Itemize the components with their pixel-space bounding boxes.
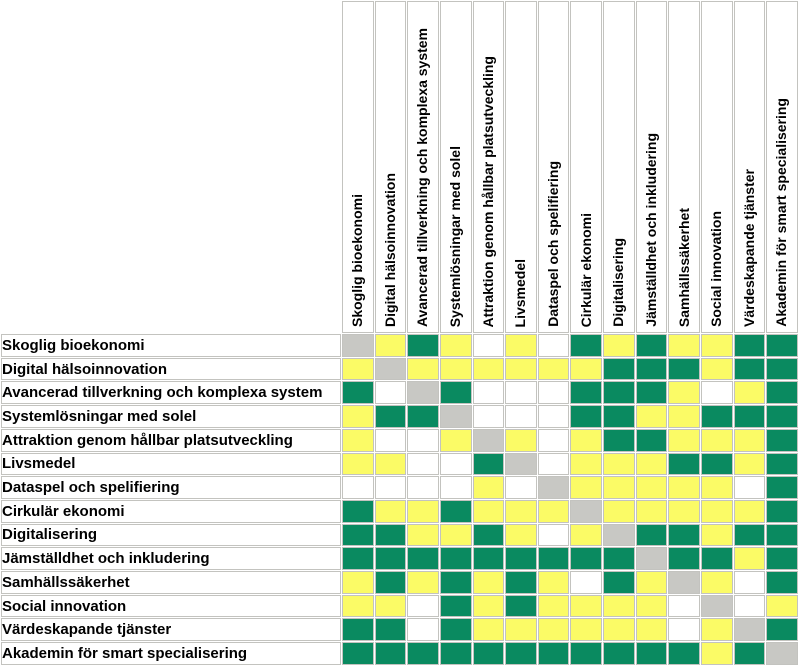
- matrix-cell: [342, 500, 374, 523]
- matrix-cell: [407, 381, 439, 404]
- matrix-cell: [407, 524, 439, 547]
- matrix-cell: [440, 381, 472, 404]
- matrix-cell: [473, 381, 505, 404]
- matrix-cell: [505, 595, 537, 618]
- matrix-cell: [538, 618, 570, 641]
- matrix-cell: [342, 547, 374, 570]
- matrix-cell: [375, 476, 407, 499]
- matrix-cell: [766, 476, 798, 499]
- col-header: [375, 1, 407, 333]
- matrix-cell: [538, 500, 570, 523]
- matrix-cell: [473, 642, 505, 665]
- matrix-cell: [538, 453, 570, 476]
- col-header-label: Samhällssäkerhet: [675, 207, 692, 327]
- matrix-cell: [375, 405, 407, 428]
- matrix-cell: [505, 476, 537, 499]
- matrix-cell: [701, 618, 733, 641]
- matrix-cell: [766, 381, 798, 404]
- matrix-cell: [473, 500, 505, 523]
- matrix-cell: [734, 642, 766, 665]
- matrix-cell: [505, 571, 537, 594]
- matrix-row: [1, 595, 798, 618]
- matrix-cell: [342, 524, 374, 547]
- matrix-cell: [603, 500, 635, 523]
- matrix-cell: [734, 453, 766, 476]
- col-header: [473, 1, 505, 333]
- matrix-cell: [701, 429, 733, 452]
- matrix-cell: [734, 500, 766, 523]
- matrix-cell: [603, 429, 635, 452]
- matrix-cell: [407, 476, 439, 499]
- matrix-cell: [636, 381, 668, 404]
- matrix-cell: [603, 618, 635, 641]
- col-header-label: Dataspel och spelifiering: [544, 161, 561, 327]
- matrix-cell: [440, 453, 472, 476]
- col-header: [603, 1, 635, 333]
- matrix-cell: [701, 547, 733, 570]
- col-header: [668, 1, 700, 333]
- matrix-cell: [701, 524, 733, 547]
- matrix-cell: [440, 358, 472, 381]
- row-label: Cirkulär ekonomi: [1, 500, 341, 523]
- matrix-cell: [505, 453, 537, 476]
- matrix-cell: [701, 571, 733, 594]
- matrix-cell: [734, 595, 766, 618]
- matrix-cell: [440, 595, 472, 618]
- matrix-cell: [505, 524, 537, 547]
- matrix-cell: [505, 429, 537, 452]
- matrix-cell: [668, 571, 700, 594]
- matrix-cell: [375, 547, 407, 570]
- matrix-cell: [636, 524, 668, 547]
- matrix-cell: [766, 524, 798, 547]
- matrix-cell: [440, 571, 472, 594]
- matrix-cell: [407, 429, 439, 452]
- matrix-cell: [440, 476, 472, 499]
- matrix-cell: [668, 429, 700, 452]
- row-label: Livsmedel: [1, 453, 341, 476]
- matrix-cell: [342, 476, 374, 499]
- matrix-cell: [603, 642, 635, 665]
- matrix-cell: [375, 618, 407, 641]
- matrix-cell: [342, 642, 374, 665]
- matrix-cell: [407, 595, 439, 618]
- col-header-label: Systemlösningar med solel: [447, 145, 464, 327]
- matrix-cell: [701, 381, 733, 404]
- matrix-cell: [668, 381, 700, 404]
- matrix-cell: [375, 642, 407, 665]
- col-header-label: Social innovation: [708, 211, 725, 327]
- matrix-cell: [668, 642, 700, 665]
- matrix-cell: [668, 405, 700, 428]
- row-label: Värdeskapande tjänster: [1, 618, 341, 641]
- matrix-cell: [636, 429, 668, 452]
- matrix-cell: [375, 381, 407, 404]
- matrix-cell: [570, 405, 602, 428]
- matrix-cell: [636, 500, 668, 523]
- matrix-cell: [636, 642, 668, 665]
- matrix-cell: [440, 405, 472, 428]
- col-header-label: Jämställdhet och inkludering: [642, 133, 659, 327]
- matrix-cell: [766, 547, 798, 570]
- col-header-label: Cirkulär ekonomi: [577, 212, 594, 327]
- matrix-cell: [473, 618, 505, 641]
- matrix-cell: [701, 334, 733, 357]
- matrix-cell: [407, 500, 439, 523]
- matrix-row: [1, 453, 798, 476]
- matrix-cell: [636, 571, 668, 594]
- col-header-label: Digitalisering: [610, 238, 627, 327]
- row-label: Attraktion genom hållbar platsutveckling: [1, 429, 341, 452]
- matrix-cell: [407, 405, 439, 428]
- matrix-cell: [734, 429, 766, 452]
- matrix-cell: [538, 429, 570, 452]
- matrix-row: [1, 405, 798, 428]
- matrix-cell: [766, 500, 798, 523]
- matrix-cell: [538, 547, 570, 570]
- row-label: Akademin för smart specialisering: [1, 642, 341, 665]
- matrix-cell: [570, 334, 602, 357]
- matrix-cell: [570, 453, 602, 476]
- col-header: [440, 1, 472, 333]
- matrix-cell: [440, 334, 472, 357]
- matrix-cell: [570, 595, 602, 618]
- matrix-cell: [603, 547, 635, 570]
- matrix-cell: [766, 334, 798, 357]
- row-label: Dataspel och spelifiering: [1, 476, 341, 499]
- matrix-cell: [342, 358, 374, 381]
- row-label: Systemlösningar med solel: [1, 405, 341, 428]
- matrix-cell: [538, 405, 570, 428]
- matrix-cell: [505, 642, 537, 665]
- matrix-cell: [375, 571, 407, 594]
- matrix-cell: [570, 547, 602, 570]
- matrix-cell: [766, 405, 798, 428]
- matrix-cell: [570, 618, 602, 641]
- matrix-cell: [734, 476, 766, 499]
- matrix-cell: [538, 595, 570, 618]
- matrix-cell: [473, 358, 505, 381]
- matrix-header: [1, 1, 798, 333]
- matrix-cell: [701, 405, 733, 428]
- matrix-cell: [440, 500, 472, 523]
- matrix-cell: [636, 547, 668, 570]
- matrix-cell: [342, 618, 374, 641]
- matrix-cell: [570, 358, 602, 381]
- col-header-label: Attraktion genom hållbar platsutveckling: [479, 55, 496, 327]
- matrix-cell: [473, 334, 505, 357]
- col-header: [342, 1, 374, 333]
- col-header-label: Livsmedel: [512, 258, 529, 327]
- matrix-cell: [342, 334, 374, 357]
- matrix-cell: [538, 642, 570, 665]
- corner-cell: [1, 1, 341, 333]
- matrix-cell: [473, 595, 505, 618]
- matrix-cell: [407, 618, 439, 641]
- matrix-cell: [342, 453, 374, 476]
- matrix-cell: [668, 547, 700, 570]
- matrix-cell: [440, 524, 472, 547]
- matrix-cell: [766, 618, 798, 641]
- matrix-cell: [505, 547, 537, 570]
- matrix-cell: [473, 476, 505, 499]
- matrix-cell: [505, 334, 537, 357]
- col-header: [636, 1, 668, 333]
- matrix-row: [1, 381, 798, 404]
- col-header-label: Akademin för smart specialisering: [773, 98, 790, 327]
- matrix-cell: [636, 358, 668, 381]
- matrix-cell: [668, 453, 700, 476]
- matrix-row: [1, 500, 798, 523]
- matrix-cell: [701, 595, 733, 618]
- row-label: Avancerad tillverkning och komplexa system: [1, 381, 341, 404]
- matrix-cell: [570, 500, 602, 523]
- matrix-cell: [473, 547, 505, 570]
- col-header: [538, 1, 570, 333]
- matrix-row: [1, 618, 798, 641]
- matrix-cell: [505, 618, 537, 641]
- matrix-cell: [636, 405, 668, 428]
- col-header-label: Skoglig bioekonomi: [349, 193, 366, 327]
- matrix-cell: [734, 381, 766, 404]
- matrix-cell: [342, 595, 374, 618]
- matrix-cell: [701, 476, 733, 499]
- row-label: Digitalisering: [1, 524, 341, 547]
- matrix-cell: [766, 429, 798, 452]
- col-header: [570, 1, 602, 333]
- matrix-cell: [603, 405, 635, 428]
- matrix-cell: [407, 547, 439, 570]
- matrix-row: [1, 358, 798, 381]
- matrix-cell: [701, 642, 733, 665]
- matrix-cell: [375, 500, 407, 523]
- matrix-row: [1, 429, 798, 452]
- matrix-cell: [342, 429, 374, 452]
- matrix-cell: [407, 571, 439, 594]
- matrix-cell: [538, 358, 570, 381]
- matrix-cell: [570, 642, 602, 665]
- matrix-cell: [473, 453, 505, 476]
- matrix-cell: [668, 524, 700, 547]
- matrix-cell: [668, 334, 700, 357]
- row-label: Jämställdhet och inkludering: [1, 547, 341, 570]
- matrix-cell: [407, 358, 439, 381]
- matrix-cell: [407, 642, 439, 665]
- matrix-cell: [570, 381, 602, 404]
- matrix-cell: [570, 429, 602, 452]
- matrix-cell: [375, 453, 407, 476]
- matrix-cell: [701, 500, 733, 523]
- matrix-cell: [473, 571, 505, 594]
- matrix-cell: [407, 453, 439, 476]
- row-label: Digital hälsoinnovation: [1, 358, 341, 381]
- matrix-cell: [538, 334, 570, 357]
- matrix-cell: [734, 358, 766, 381]
- matrix-cell: [440, 618, 472, 641]
- matrix-cell: [342, 571, 374, 594]
- matrix-cell: [570, 476, 602, 499]
- col-header: [505, 1, 537, 333]
- matrix-cell: [636, 334, 668, 357]
- matrix-cell: [342, 405, 374, 428]
- matrix-cell: [766, 642, 798, 665]
- matrix-cell: [407, 334, 439, 357]
- matrix-row: [1, 476, 798, 499]
- matrix-cell: [766, 358, 798, 381]
- matrix-row: [1, 334, 798, 357]
- col-header: [766, 1, 798, 333]
- matrix-body: [1, 334, 798, 665]
- matrix-cell: [668, 595, 700, 618]
- matrix-cell: [734, 524, 766, 547]
- matrix-cell: [636, 476, 668, 499]
- matrix-cell: [668, 358, 700, 381]
- matrix-cell: [375, 429, 407, 452]
- matrix-row: [1, 547, 798, 570]
- col-header: [734, 1, 766, 333]
- matrix-cell: [440, 642, 472, 665]
- matrix-cell: [342, 381, 374, 404]
- matrix-cell: [734, 405, 766, 428]
- matrix-cell: [375, 524, 407, 547]
- matrix-cell: [668, 618, 700, 641]
- matrix-cell: [734, 618, 766, 641]
- matrix-cell: [603, 381, 635, 404]
- matrix-cell: [701, 453, 733, 476]
- matrix-cell: [505, 381, 537, 404]
- row-label: Social innovation: [1, 595, 341, 618]
- matrix-cell: [505, 358, 537, 381]
- matrix-cell: [766, 595, 798, 618]
- row-label: Skoglig bioekonomi: [1, 334, 341, 357]
- matrix-cell: [538, 476, 570, 499]
- matrix-cell: [636, 453, 668, 476]
- col-header: [701, 1, 733, 333]
- matrix-cell: [505, 405, 537, 428]
- matrix-cell: [636, 595, 668, 618]
- matrix-row: [1, 571, 798, 594]
- matrix-cell: [603, 524, 635, 547]
- matrix-cell: [570, 571, 602, 594]
- matrix-cell: [766, 571, 798, 594]
- matrix-cell: [473, 429, 505, 452]
- matrix-cell: [603, 334, 635, 357]
- col-header-label: Digital hälsoinnovation: [381, 172, 398, 327]
- matrix-cell: [375, 358, 407, 381]
- col-header-label: Avancerad tillverkning och komplexa system: [414, 27, 431, 327]
- matrix-row: [1, 524, 798, 547]
- matrix-cell: [538, 524, 570, 547]
- matrix-cell: [603, 571, 635, 594]
- matrix-cell: [701, 358, 733, 381]
- matrix-cell: [734, 334, 766, 357]
- matrix-cell: [603, 595, 635, 618]
- matrix-cell: [668, 500, 700, 523]
- matrix-row: [1, 642, 798, 665]
- matrix-cell: [440, 429, 472, 452]
- matrix-cell: [603, 476, 635, 499]
- matrix-cell: [734, 571, 766, 594]
- matrix-cell: [375, 334, 407, 357]
- col-header-label: Värdeskapande tjänster: [740, 169, 757, 327]
- matrix-cell: [375, 595, 407, 618]
- matrix-cell: [538, 571, 570, 594]
- row-label: Samhällssäkerhet: [1, 571, 341, 594]
- matrix-cell: [570, 524, 602, 547]
- matrix-cell: [473, 524, 505, 547]
- matrix-cell: [538, 381, 570, 404]
- matrix-cell: [766, 453, 798, 476]
- matrix-cell: [603, 453, 635, 476]
- matrix-cell: [636, 618, 668, 641]
- matrix-cell: [734, 547, 766, 570]
- matrix-cell: [603, 358, 635, 381]
- matrix-cell: [505, 500, 537, 523]
- matrix-cell: [440, 547, 472, 570]
- matrix-cell: [668, 476, 700, 499]
- matrix-cell: [473, 405, 505, 428]
- col-header: [407, 1, 439, 333]
